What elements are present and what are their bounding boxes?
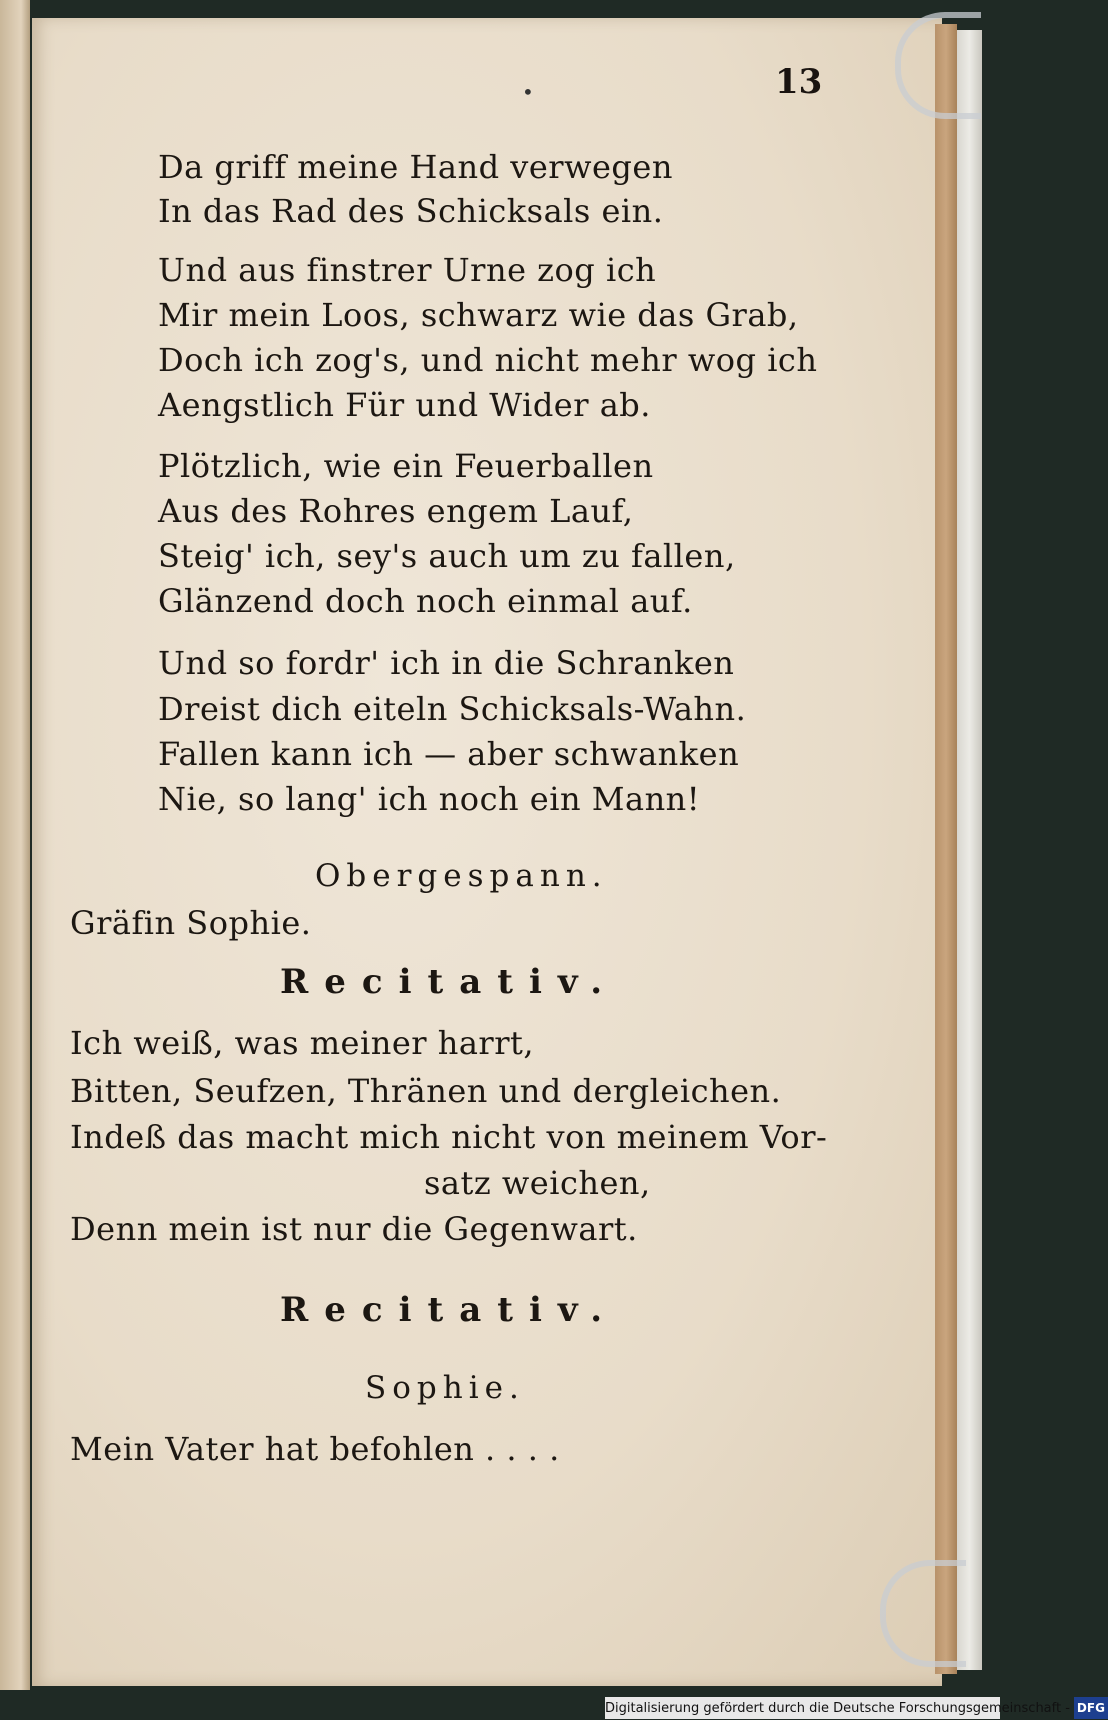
verse-line: Nie, so lang' ich noch ein Mann!: [158, 780, 701, 818]
verse-line: Steig' ich, sey's auch um zu fallen,: [158, 537, 736, 575]
page-clip-icon: [895, 12, 981, 119]
page-edge: [935, 24, 957, 1674]
dfg-logo-icon: DFG: [1074, 1697, 1108, 1719]
verse-line: Und aus finstrer Urne zog ich: [158, 251, 657, 289]
verse-line: Da griff meine Hand verwegen: [158, 148, 673, 186]
section-heading: Recitativ.: [280, 1290, 619, 1330]
page-edge-outer: [957, 30, 982, 1670]
verse-line: Dreist dich eiteln Schicksals-Wahn.: [158, 690, 747, 728]
credit-text: Digitalisierung gefördert durch die Deutsche Forschungsgemeinschaft -: [605, 1701, 1070, 1716]
dialogue-line: Bitten, Seufzen, Thränen und dergleichen.: [70, 1072, 782, 1110]
verse-line: Plötzlich, wie ein Feuerballen: [158, 447, 654, 485]
digitization-credit: [605, 1697, 1105, 1719]
verse-line: Und so fordr' ich in die Schranken: [158, 644, 735, 682]
dialogue-line: Denn mein ist nur die Gegenwart.: [70, 1210, 638, 1248]
dialogue-line: Mein Vater hat befohlen . . . .: [70, 1430, 560, 1468]
verse-line: Glänzend doch noch einmal auf.: [158, 582, 693, 620]
verse-line: In das Rad des Schicksals ein.: [158, 192, 664, 230]
page-number: 13: [775, 62, 823, 102]
verse-line: Aengstlich Für und Wider ab.: [158, 386, 651, 424]
verse-line: Aus des Rohres engem Lauf,: [158, 492, 634, 530]
verse-line: Fallen kann ich — aber schwanken: [158, 735, 740, 773]
dialogue-line: Indeß das macht mich nicht von meinem Vor-: [70, 1118, 828, 1156]
page-clip-icon: [880, 1560, 966, 1667]
dialogue-line: Gräfin Sophie.: [70, 904, 312, 942]
speaker-heading: Sophie.: [365, 1370, 525, 1406]
page-mark: •: [522, 80, 534, 104]
verse-line: Mir mein Loos, schwarz wie das Grab,: [158, 296, 799, 334]
speaker-heading: Obergespann.: [315, 858, 608, 894]
dialogue-line: Ich weiß, was meiner harrt,: [70, 1024, 535, 1062]
dialogue-line: satz weichen,: [424, 1164, 651, 1202]
verse-line: Doch ich zog's, und nicht mehr wog ich: [158, 341, 818, 379]
section-heading: Recitativ.: [280, 962, 619, 1002]
left-page-edge: [0, 0, 30, 1690]
